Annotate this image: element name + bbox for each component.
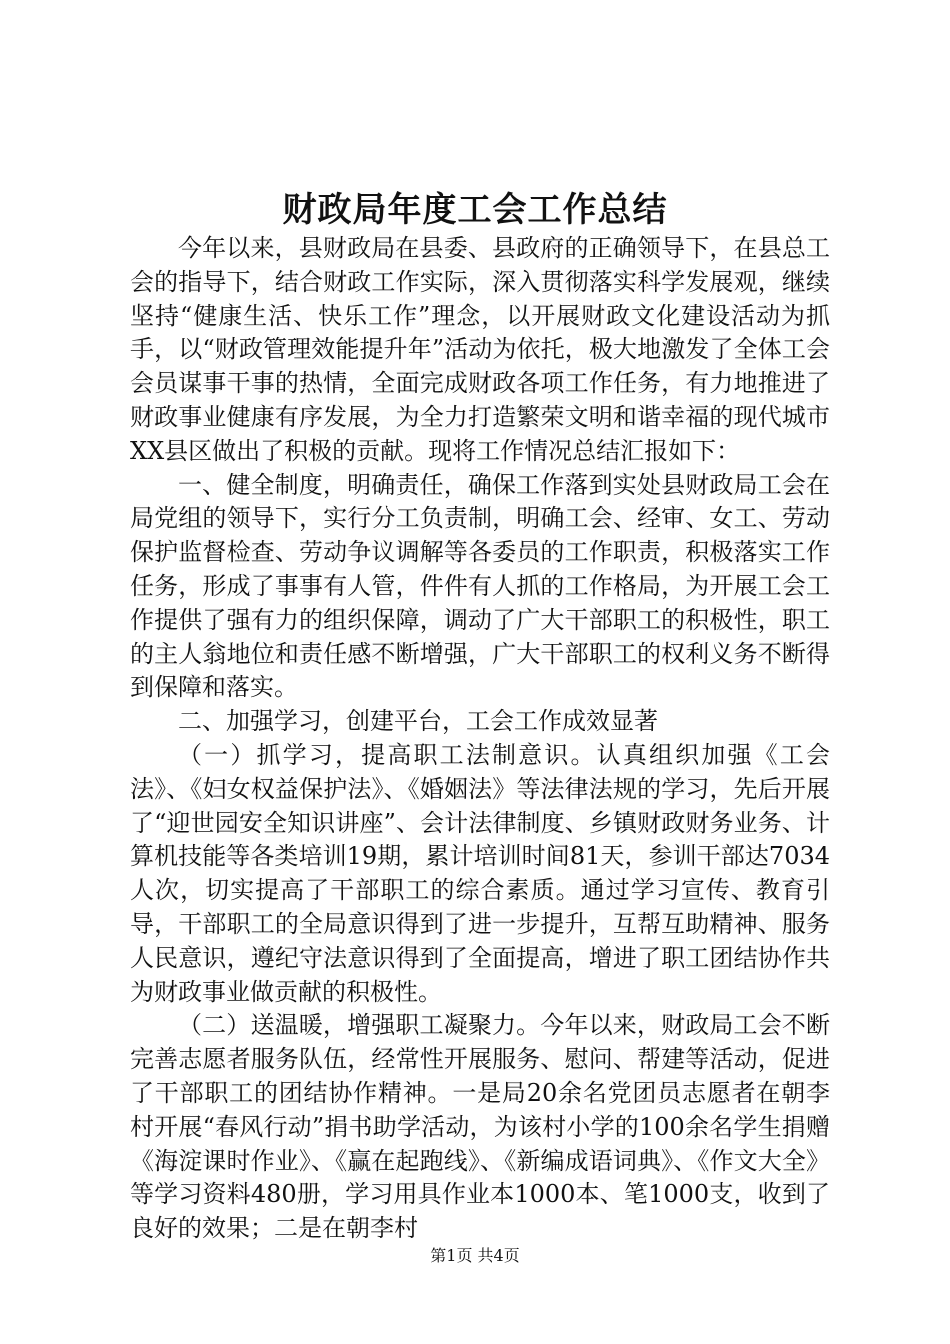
paragraph-section-2-2: （二）送温暖，增强职工凝聚力。今年以来，财政局工会不断完善志愿者服务队伍，经常性开展服务、慰问、帮建等活动，促进了干部职工的团结协作精神。一是局20余名党团员志愿者在朝李村开展“春风行动”捐书助学活动，为该村小学的100余名学生捐赠《海淀课时作业》、《赢在起跑线》、《新编成语词典》、《作文大全》等学习资料480册，学习用具作业本1000本、笔1000支，收到了良好的效果；二是在朝李村 — [130, 1011, 830, 1243]
paragraph-section-2-1: （一）抓学习，提高职工法制意识。认真组织加强《工会法》、《妇女权益保护法》、《婚姻法》等法律法规的学习，先后开展了“迎世园安全知识讲座”、会计法律制度、乡镇财政财务业务、计算机技能等各类培训19期，累计培训时间81天，参训干部达7034人次，切实提高了干部职工的综合素质。通过学习宣传、教育引导，干部职工的全局意识得到了进一步提升，互帮互助精神、服务人民意识，遵纪守法意识得到了全面提高，增进了职工团结协作共为财政事业做贡献的积极性。 — [130, 740, 830, 1006]
page-indicator: 第1页 共4页 — [430, 1246, 520, 1265]
paragraph-intro: 今年以来，县财政局在县委、县政府的正确领导下，在县总工会的指导下，结合财政工作实际，深入贯彻落实科学发展观，继续坚持“健康生活、快乐工作”理念，以开展财政文化建设活动为抓手，以“财政管理效能提升年”活动为依托，极大地激发了全体工会会员谋事干事的热情，全面完成财政各项工作任务，有力地推进了财政事业健康有序发展，为全力打造繁荣文明和谐幸福的现代城市XX县区做出了积极的贡献。现将工作情况总结汇报如下： — [130, 234, 830, 465]
document-title: 财政局年度工会工作总结 — [282, 190, 668, 230]
document-body — [130, 232, 830, 1246]
paragraph-section-2-heading: 二、加强学习，创建平台，工会工作成效显著 — [178, 707, 658, 736]
paragraph-section-1: 一、健全制度，明确责任，确保工作落到实处县财政局工会在局党组的领导下，实行分工负责制，明确工会、经审、女工、劳动保护监督检查、劳动争议调解等各委员的工作职责，积极落实工作任务，形成了事事有人管，件件有人抓的工作格局，为开展工会工作提供了强有力的组织保障，调动了广大干部职工的积极性，职工的主人翁地位和责任感不断增强，广大干部职工的权利义务不断得到保障和落实。 — [130, 470, 830, 702]
